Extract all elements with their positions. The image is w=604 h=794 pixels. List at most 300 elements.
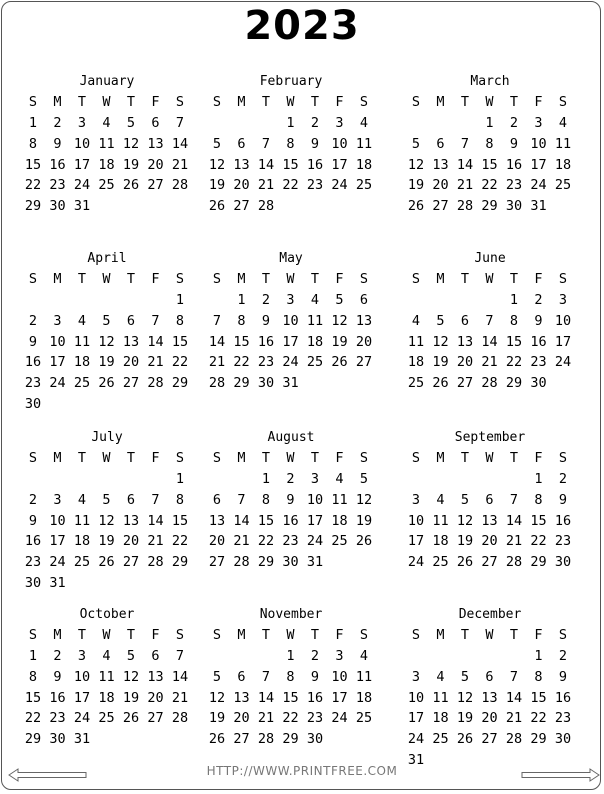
- day-cell: 11: [407, 333, 425, 350]
- day-cell: 15: [233, 333, 250, 350]
- weekday-header: M: [436, 450, 445, 466]
- day-cell: 15: [171, 512, 189, 529]
- weekday-header: F: [534, 94, 543, 110]
- day-cell: 20: [122, 354, 140, 371]
- day-cell: 27: [122, 375, 140, 392]
- weekday-header: T: [77, 271, 87, 287]
- weekday-header: F: [534, 450, 543, 466]
- day-cell: 11: [98, 668, 115, 685]
- day-cell: 13: [233, 156, 250, 173]
- month-october: [22, 607, 192, 782]
- weekday-header: S: [212, 271, 222, 287]
- day-cell: 10: [530, 135, 547, 152]
- day-cell: 10: [73, 668, 91, 685]
- day-cell: 25: [355, 177, 373, 194]
- day-cell: 9: [310, 668, 320, 685]
- day-cell: 12: [432, 333, 449, 350]
- day-cell: 17: [407, 533, 425, 550]
- day-cell: 26: [355, 533, 373, 550]
- day-cell: 18: [355, 156, 373, 173]
- weekday-header: M: [237, 94, 246, 110]
- day-cell: 19: [208, 710, 226, 727]
- day-cell: 28: [171, 710, 189, 727]
- day-cell: 21: [481, 354, 498, 371]
- weekday-header: S: [558, 627, 568, 643]
- day-cell: 30: [49, 731, 66, 748]
- weekday-header: T: [460, 627, 470, 643]
- day-cell: 6: [460, 312, 470, 329]
- day-cell: 19: [456, 710, 474, 727]
- day-cell: 23: [306, 177, 324, 194]
- weekday-header: S: [28, 94, 38, 110]
- day-cell: 20: [481, 533, 498, 550]
- day-cell: 25: [432, 554, 449, 571]
- day-cell: 29: [505, 375, 523, 392]
- day-cell: 1: [28, 648, 38, 664]
- day-cell: 21: [257, 710, 275, 727]
- day-cell: 19: [432, 354, 449, 371]
- day-cell: 1: [286, 115, 295, 131]
- day-cell: 26: [208, 731, 226, 748]
- day-cell: 12: [456, 512, 474, 529]
- day-cell: 2: [558, 648, 568, 664]
- weekday-header: T: [77, 94, 87, 110]
- day-cell: 17: [49, 354, 66, 371]
- day-cell: 10: [331, 135, 348, 152]
- day-cell: 3: [310, 471, 320, 487]
- day-cell: 13: [456, 333, 474, 350]
- weekday-header: S: [411, 94, 421, 110]
- month-march: [405, 74, 575, 249]
- day-cell: 9: [558, 491, 568, 508]
- day-cell: 8: [28, 668, 38, 685]
- day-cell: 7: [237, 491, 246, 508]
- day-cell: 14: [171, 135, 189, 152]
- weekday-header: T: [310, 271, 320, 287]
- day-cell: 29: [24, 198, 42, 215]
- day-cell: 6: [151, 648, 160, 664]
- day-cell: 13: [122, 512, 140, 529]
- day-cell: 31: [73, 198, 91, 215]
- weekday-header: S: [175, 271, 185, 287]
- right-arrow-icon[interactable]: [520, 768, 600, 782]
- month-name: December: [458, 607, 522, 622]
- weekday-header: S: [359, 627, 369, 643]
- day-cell: 19: [456, 533, 474, 550]
- weekday-header: S: [359, 94, 369, 110]
- weekday-header: W: [102, 627, 111, 643]
- day-cell: 8: [175, 491, 185, 508]
- day-cell: 3: [286, 292, 295, 308]
- day-cell: 28: [147, 554, 164, 571]
- day-cell: 4: [310, 292, 320, 308]
- day-cell: 15: [24, 156, 42, 173]
- day-cell: 25: [355, 710, 373, 727]
- day-cell: 17: [73, 689, 91, 706]
- day-cell: 22: [282, 177, 299, 194]
- weekday-header: F: [534, 627, 543, 643]
- day-cell: 15: [282, 156, 299, 173]
- month-may: [206, 251, 376, 426]
- month-name: April: [87, 251, 127, 266]
- day-cell: 21: [505, 533, 523, 550]
- weekday-header: S: [28, 627, 38, 643]
- day-cell: 29: [530, 731, 547, 748]
- day-cell: 9: [534, 312, 543, 329]
- day-cell: 25: [98, 710, 115, 727]
- day-cell: 30: [554, 731, 572, 748]
- weekday-header: T: [509, 94, 519, 110]
- day-cell: 8: [534, 668, 543, 685]
- day-cell: 23: [49, 710, 66, 727]
- day-cell: 24: [331, 710, 348, 727]
- day-cell: 4: [558, 115, 568, 131]
- weekday-header: S: [558, 450, 568, 466]
- day-cell: 11: [331, 491, 348, 508]
- day-cell: 30: [24, 396, 42, 412]
- day-cell: 19: [122, 156, 140, 173]
- day-cell: 2: [310, 648, 320, 664]
- day-cell: 26: [456, 554, 474, 571]
- weekday-header: M: [436, 271, 445, 287]
- day-cell: 26: [98, 554, 115, 571]
- weekday-header: S: [359, 271, 369, 287]
- day-cell: 19: [122, 689, 140, 706]
- day-cell: 25: [306, 354, 324, 371]
- day-cell: 15: [505, 333, 523, 350]
- weekday-header: W: [286, 450, 295, 466]
- day-cell: 20: [122, 533, 140, 550]
- day-cell: 17: [73, 156, 91, 173]
- day-cell: 2: [53, 648, 62, 664]
- day-cell: 7: [460, 135, 470, 152]
- weekday-header: F: [335, 94, 344, 110]
- day-cell: 31: [73, 731, 91, 748]
- day-cell: 29: [481, 198, 498, 215]
- weekday-header: W: [286, 94, 295, 110]
- day-cell: 22: [481, 177, 498, 194]
- day-cell: 18: [98, 689, 115, 706]
- day-cell: 26: [122, 177, 140, 194]
- day-cell: 22: [505, 354, 523, 371]
- day-cell: 26: [208, 198, 226, 215]
- day-cell: 18: [432, 533, 449, 550]
- weekday-header: T: [77, 627, 87, 643]
- day-cell: 15: [530, 512, 547, 529]
- day-cell: 3: [558, 292, 568, 308]
- day-cell: 4: [77, 312, 87, 329]
- day-cell: 27: [122, 554, 140, 571]
- day-cell: 7: [175, 648, 185, 664]
- day-cell: 20: [208, 533, 226, 550]
- weekday-header: F: [335, 627, 344, 643]
- day-cell: 20: [147, 689, 164, 706]
- weekday-header: M: [53, 450, 62, 466]
- day-cell: 16: [554, 512, 572, 529]
- day-cell: 24: [49, 375, 66, 392]
- day-cell: 25: [554, 177, 572, 194]
- month-september: [405, 430, 575, 605]
- day-cell: 13: [481, 689, 498, 706]
- day-cell: 17: [530, 156, 547, 173]
- day-cell: 3: [534, 115, 543, 131]
- day-cell: 30: [530, 375, 547, 392]
- day-cell: 7: [509, 491, 519, 508]
- day-cell: 26: [98, 375, 115, 392]
- month-december: [405, 607, 575, 782]
- weekday-header: S: [28, 271, 38, 287]
- day-cell: 16: [24, 533, 42, 550]
- day-cell: 9: [53, 135, 62, 152]
- weekday-header: M: [436, 627, 445, 643]
- weekday-header: W: [485, 94, 494, 110]
- left-arrow-icon[interactable]: [8, 768, 88, 782]
- day-cell: 14: [505, 512, 523, 529]
- day-cell: 5: [126, 648, 136, 664]
- weekday-header: S: [212, 450, 222, 466]
- day-cell: 1: [28, 115, 38, 131]
- day-cell: 16: [505, 156, 523, 173]
- day-cell: 26: [407, 198, 425, 215]
- day-cell: 29: [233, 375, 250, 392]
- weekday-header: T: [509, 627, 519, 643]
- day-cell: 14: [456, 156, 474, 173]
- day-cell: 5: [212, 668, 222, 685]
- day-cell: 16: [554, 689, 572, 706]
- day-cell: 8: [237, 312, 246, 329]
- day-cell: 27: [456, 375, 474, 392]
- day-cell: 25: [98, 177, 115, 194]
- day-cell: 18: [331, 512, 348, 529]
- day-cell: 11: [306, 312, 324, 329]
- weekday-header: S: [175, 627, 185, 643]
- day-cell: 18: [73, 533, 91, 550]
- day-cell: 1: [175, 292, 185, 308]
- day-cell: 16: [282, 512, 299, 529]
- month-february: [206, 74, 376, 249]
- day-cell: 4: [102, 115, 111, 131]
- day-cell: 28: [257, 731, 275, 748]
- weekday-header: S: [411, 450, 421, 466]
- day-cell: 21: [171, 689, 189, 706]
- day-cell: 2: [534, 292, 543, 308]
- day-cell: 1: [286, 648, 295, 664]
- weekday-header: M: [237, 271, 246, 287]
- day-cell: 5: [359, 471, 369, 487]
- month-name: May: [279, 251, 303, 266]
- day-cell: 22: [257, 533, 275, 550]
- day-cell: 19: [355, 512, 373, 529]
- weekday-header: F: [534, 271, 543, 287]
- day-cell: 15: [282, 689, 299, 706]
- day-cell: 11: [355, 135, 373, 152]
- day-cell: 7: [151, 312, 160, 329]
- day-cell: 11: [355, 668, 373, 685]
- day-cell: 20: [355, 333, 373, 350]
- day-cell: 29: [530, 554, 547, 571]
- day-cell: 14: [233, 512, 250, 529]
- day-cell: 16: [24, 354, 42, 371]
- day-cell: 5: [126, 115, 136, 131]
- day-cell: 10: [331, 668, 348, 685]
- weekday-header: W: [286, 627, 295, 643]
- day-cell: 8: [261, 491, 271, 508]
- day-cell: 6: [237, 668, 246, 685]
- weekday-header: T: [509, 271, 519, 287]
- day-cell: 26: [456, 731, 474, 748]
- weekday-header: T: [460, 450, 470, 466]
- day-cell: 8: [485, 135, 494, 152]
- weekday-header: T: [460, 271, 470, 287]
- day-cell: 6: [436, 135, 445, 152]
- day-cell: 19: [208, 177, 226, 194]
- day-cell: 12: [122, 668, 140, 685]
- weekday-header: M: [237, 627, 246, 643]
- day-cell: 12: [208, 156, 226, 173]
- day-cell: 1: [534, 648, 543, 664]
- day-cell: 27: [147, 710, 164, 727]
- day-cell: 20: [147, 156, 164, 173]
- day-cell: 4: [77, 491, 87, 508]
- day-cell: 8: [28, 135, 38, 152]
- day-cell: 2: [28, 312, 38, 329]
- day-cell: 7: [151, 491, 160, 508]
- weekday-header: W: [485, 271, 494, 287]
- day-cell: 14: [147, 333, 164, 350]
- weekday-header: M: [53, 627, 62, 643]
- day-cell: 11: [73, 512, 91, 529]
- day-cell: 3: [411, 491, 421, 508]
- month-name: July: [91, 430, 123, 445]
- day-cell: 16: [306, 689, 324, 706]
- day-cell: 2: [261, 292, 271, 308]
- weekday-header: T: [310, 94, 320, 110]
- day-cell: 21: [147, 354, 164, 371]
- weekday-header: F: [151, 627, 160, 643]
- day-cell: 24: [73, 177, 91, 194]
- day-cell: 2: [558, 471, 568, 487]
- day-cell: 18: [554, 156, 572, 173]
- day-cell: 12: [208, 689, 226, 706]
- weekday-header: S: [411, 627, 421, 643]
- day-cell: 2: [509, 115, 519, 131]
- day-cell: 10: [282, 312, 299, 329]
- weekday-header: W: [286, 271, 295, 287]
- day-cell: 27: [432, 198, 449, 215]
- day-cell: 31: [306, 554, 324, 571]
- day-cell: 8: [534, 491, 543, 508]
- day-cell: 16: [530, 333, 547, 350]
- day-cell: 3: [53, 312, 62, 329]
- day-cell: 8: [286, 668, 295, 685]
- day-cell: 31: [407, 752, 425, 768]
- day-cell: 4: [436, 668, 445, 685]
- day-cell: 18: [355, 689, 373, 706]
- day-cell: 21: [147, 533, 164, 550]
- day-cell: 21: [505, 710, 523, 727]
- day-cell: 24: [407, 554, 425, 571]
- day-cell: 12: [456, 689, 474, 706]
- day-cell: 28: [208, 375, 226, 392]
- day-cell: 3: [335, 115, 344, 131]
- page-title: 2023: [244, 3, 360, 49]
- weekday-header: M: [53, 94, 62, 110]
- day-cell: 7: [175, 115, 185, 131]
- day-cell: 23: [554, 533, 572, 550]
- day-cell: 12: [331, 312, 348, 329]
- day-cell: 30: [282, 554, 299, 571]
- day-cell: 9: [558, 668, 568, 685]
- day-cell: 12: [122, 135, 140, 152]
- day-cell: 19: [98, 354, 115, 371]
- weekday-header: T: [126, 271, 136, 287]
- month-name: November: [259, 607, 323, 622]
- day-cell: 23: [554, 710, 572, 727]
- day-cell: 11: [432, 689, 449, 706]
- day-cell: 18: [73, 354, 91, 371]
- day-cell: 23: [505, 177, 523, 194]
- day-cell: 10: [306, 491, 324, 508]
- month-november: [206, 607, 376, 782]
- day-cell: 15: [171, 333, 189, 350]
- day-cell: 3: [411, 668, 421, 685]
- weekday-header: S: [175, 450, 185, 466]
- month-name: June: [474, 251, 506, 266]
- day-cell: 9: [286, 491, 295, 508]
- day-cell: 26: [331, 354, 348, 371]
- day-cell: 28: [505, 554, 523, 571]
- day-cell: 14: [208, 333, 226, 350]
- weekday-header: F: [335, 271, 344, 287]
- day-cell: 1: [175, 471, 185, 487]
- day-cell: 18: [407, 354, 425, 371]
- day-cell: 28: [505, 731, 523, 748]
- day-cell: 12: [98, 512, 115, 529]
- day-cell: 24: [49, 554, 66, 571]
- day-cell: 24: [331, 177, 348, 194]
- day-cell: 4: [335, 471, 344, 487]
- day-cell: 30: [505, 198, 523, 215]
- day-cell: 2: [28, 491, 38, 508]
- day-cell: 23: [306, 710, 324, 727]
- day-cell: 10: [49, 333, 66, 350]
- weekday-header: M: [53, 271, 62, 287]
- day-cell: 17: [331, 156, 348, 173]
- weekday-header: F: [151, 94, 160, 110]
- day-cell: 19: [331, 333, 348, 350]
- day-cell: 28: [481, 375, 498, 392]
- day-cell: 12: [98, 333, 115, 350]
- day-cell: 16: [257, 333, 275, 350]
- day-cell: 27: [208, 554, 226, 571]
- weekday-header: T: [261, 94, 271, 110]
- day-cell: 21: [257, 177, 275, 194]
- day-cell: 9: [261, 312, 271, 329]
- day-cell: 31: [49, 575, 66, 591]
- day-cell: 30: [49, 198, 66, 215]
- weekday-header: T: [126, 450, 136, 466]
- day-cell: 10: [49, 512, 66, 529]
- day-cell: 4: [436, 491, 445, 508]
- day-cell: 4: [102, 648, 111, 664]
- day-cell: 23: [24, 375, 42, 392]
- day-cell: 20: [456, 354, 474, 371]
- day-cell: 15: [24, 689, 42, 706]
- day-cell: 26: [122, 710, 140, 727]
- day-cell: 13: [147, 135, 164, 152]
- day-cell: 17: [282, 333, 299, 350]
- day-cell: 14: [257, 156, 275, 173]
